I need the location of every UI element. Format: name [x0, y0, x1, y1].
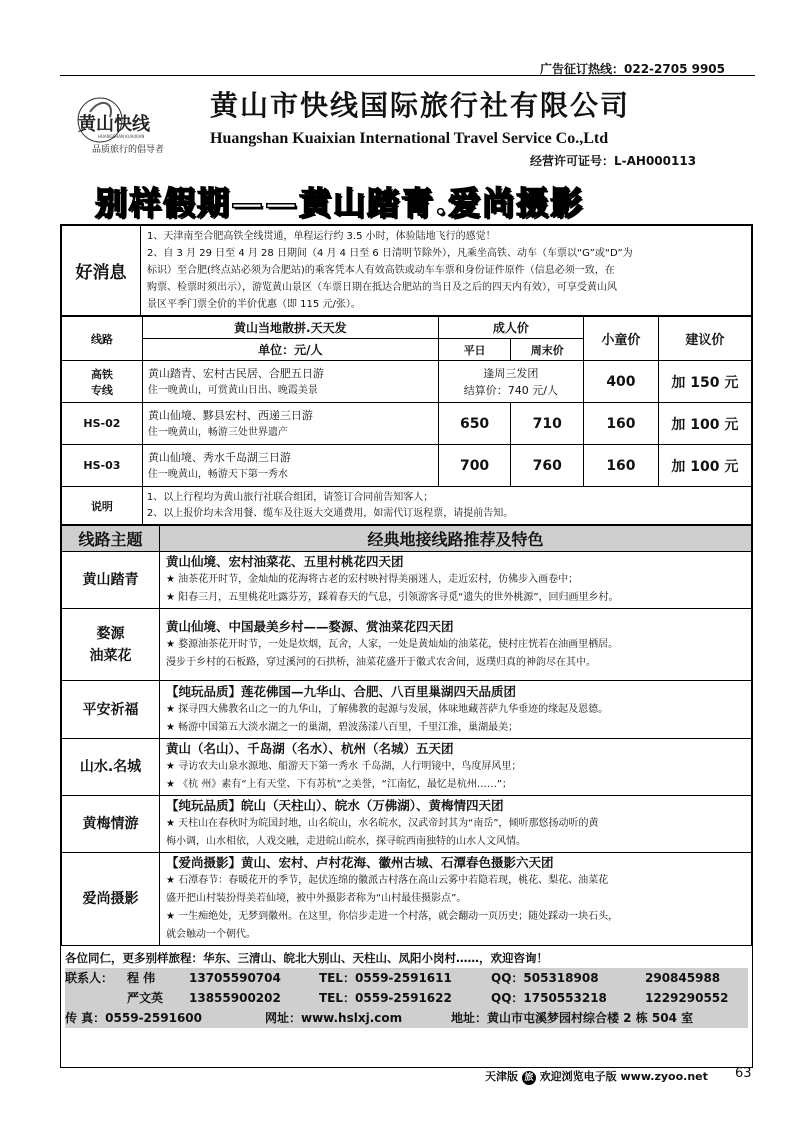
col-child: 小童价: [584, 317, 659, 361]
more-routes: 各位同仁，更多别样旅程：华东、三清山、皖北大别山、天柱山、凤阳小岗村……，欢迎咨询！: [65, 951, 548, 965]
theme-desc: 【纯玩品质】皖山（天柱山）、皖水（万佛湖）、黄梅情四天团 ★ 天柱山在春秋时为皖国封地，山名皖山，水名皖水，汉武帝封其为“南岳”，倾听那悠扬动听的黄 梅小调，山水相依，人戏交融，走进皖山皖水，探寻皖西南独特的山水人文风情。: [160, 796, 752, 853]
suggest-price: 加 150 元: [658, 361, 751, 403]
route-adult-price: 逢周三发团 结算价：740 元/人: [438, 361, 583, 403]
route-code: HS-02: [62, 403, 143, 445]
contact-name: 严文英: [127, 991, 164, 1005]
headline: 别样假期——黄山踏青.爱尚摄影: [95, 184, 585, 222]
contact-row-2: [65, 988, 748, 1008]
contact-qq: QQ：1750553218: [491, 991, 607, 1005]
content-frame: [60, 224, 753, 1068]
news-body: [141, 226, 752, 316]
theme-name: 平安祈福: [62, 681, 160, 739]
news-line: 购票、检票时须出示），游览黄山景区（车票日期在抵达合肥站的当日及之后的四天内有效），可享受黄山风: [147, 282, 617, 293]
contact-row-1: 联系人： 程 伟 13705590704 TEL：0559-2591611 QQ：505318908 290845988: [65, 968, 748, 988]
edition-line: 天津版 旅 欢迎浏览电子版 www.zyoo.net: [485, 1070, 708, 1083]
theme-row: [62, 739, 752, 796]
website[interactable]: 网址：www.hslxj.com: [265, 1011, 403, 1025]
theme-desc: 黄山（名山）、千岛湖（名水）、杭州（名城）五天团 ★ 寻访农夫山泉水源地、船游天下第一秀水 千岛湖，人行明镜中，鸟度屏风里； ★ 《杭 州》素有“上有天堂、下有苏杭”之美誉，“江南忆，最忆是杭州……”；: [160, 739, 752, 796]
weekday-price: 700: [438, 445, 511, 487]
address: 地址：黄山市屯溪梦园村综合楼 2 栋 504 室: [451, 1011, 694, 1025]
theme-desc: 【纯玩品质】莲花佛国—九华山、合肥、八百里巢湖四天品质团 ★ 探寻四大佛教名山之一的九华山，了解佛教的起源与发展，体味地藏菩萨九华垂迹的缘起及恩德。 ★ 畅游中国第五大淡水湖之一的巢湖，碧波荡漾八百里，千里江淮，巢湖最美；: [160, 681, 752, 739]
suggest-price: 加 100 元: [658, 445, 751, 487]
contact-phone: 13705590704: [189, 971, 281, 985]
news-line: 2、自 3 月 29 日至 4 月 28 日期间（4 月 4 日至 6 日清明节除外），凡乘坐高铁、动车（车票以“G”或“D”为: [147, 248, 633, 259]
route-desc: 黄山踏青、宏村古民居、合肥五日游 住一晚黄山，可赏黄山日出、晚霞美景: [142, 361, 438, 403]
logo-text: 黄山快线: [78, 114, 150, 135]
col-theme: 线路主题: [62, 526, 160, 552]
notes-label: 说明: [62, 487, 143, 525]
news-table: [61, 225, 752, 316]
table-row: [62, 361, 752, 403]
contact-tel: TEL：0559-2591611: [319, 971, 452, 985]
theme-name: 黄梅情游: [62, 796, 160, 853]
contact-phone: 13855900202: [189, 991, 281, 1005]
theme-row: [62, 796, 752, 853]
child-price: 400: [584, 361, 659, 403]
contact-row-3: [65, 1008, 748, 1028]
weekend-price: 760: [511, 445, 584, 487]
weekday-price: 650: [438, 403, 511, 445]
company-name-en: Huangshan Kuaixian International Travel Service Co.,Ltd: [210, 130, 609, 147]
notes: 1、以上行程均为黄山旅行社联合组团，请签订合同前告知客人； 2、以上报价均未含用餐、缆车及往返大交通费用，如需代订返程票，请提前告知。: [142, 487, 751, 525]
company-logo: [70, 92, 200, 160]
theme-name: 婺源 油菜花: [62, 609, 160, 681]
top-divider: [60, 75, 755, 76]
price-table: [61, 316, 752, 525]
child-price: 160: [584, 403, 659, 445]
theme-row: [62, 853, 752, 946]
table-row: [62, 445, 752, 487]
col-weekend: 周末价: [511, 339, 584, 361]
route-desc: 黄山仙境、黟县宏村、西递三日游 住一晚黄山，畅游三处世界遗产: [142, 403, 438, 445]
contact-tel: TEL：0559-2591622: [319, 991, 452, 1005]
contact-name: 程 伟: [127, 971, 156, 985]
col-group: 黄山当地散拼.天天发: [142, 317, 438, 339]
logo-sub-en: HUANGSHAN KUAIXIAN: [98, 134, 145, 139]
news-line: 1、天津南至合肥高铁全线贯通，单程运行约 3.5 小时，体验陆地飞行的感觉！: [147, 231, 496, 242]
news-label: 好消息: [62, 226, 141, 316]
theme-name: 爱尚摄影: [62, 853, 160, 946]
themes-table: [61, 525, 752, 946]
route-code: HS-03: [62, 445, 143, 487]
license-number: 经营许可证号：L-AH000113: [530, 154, 697, 168]
notes-row: [62, 487, 752, 525]
route-code: 高铁 专线: [62, 361, 143, 403]
theme-row: [62, 609, 752, 681]
theme-row: [62, 681, 752, 739]
col-weekday: 平日: [438, 339, 511, 361]
route-desc: 黄山仙境、秀水千岛湖三日游 住一晚黄山，畅游天下第一秀水: [142, 445, 438, 487]
contact-qq: QQ：505318908: [491, 971, 599, 985]
ad-hotline: 广告征订热线：022-2705 9905: [540, 62, 726, 76]
logo-slogan: 品质旅行的倡导者: [92, 145, 165, 155]
travel-badge-icon: 旅: [522, 1071, 536, 1085]
news-line: 标识）至合肥(终点站必须为合肥站)的乘客凭本人有效高铁或动车车票和身份证件原件（信息必须一致，在: [147, 265, 615, 276]
col-unit: 单位：元/人: [142, 339, 438, 361]
theme-name: 黄山踏青: [62, 552, 160, 609]
theme-desc: 黄山仙境、宏村油菜花、五里村桃花四天团 ★ 油茶花开时节，金灿灿的花海将古老的宏村映衬得美丽迷人，走近宏村，仿佛步入画卷中； ★ 阳春三月，五里桃花吐露芬芳，踩着春天的气息，引领游客寻觅“遗失的世外桃源”，回归画里乡村。: [160, 552, 752, 609]
footer-block: [61, 946, 752, 1030]
child-price: 160: [584, 445, 659, 487]
page-number: 63: [735, 1066, 752, 1081]
theme-desc: 【爱尚摄影】黄山、宏村、卢村花海、徽州古城、石潭春色摄影六天团 ★ 石潭春节：春暖花开的季节，起伏连绵的徽派古村落在高山云雾中若隐若现，桃花、梨花、油菜花 盛开把山村装扮得美若仙境，被中外摄影者称为“山村最佳摄影点”。 ★ 一生痴绝处，无梦到徽州。在这里，你信步走进一个村落，就会翻动一页历史；随处踩动一块石头， 就会触动一个朝代。: [160, 853, 752, 946]
contact-qq2: 1229290552: [645, 991, 729, 1005]
theme-name: 山水.名城: [62, 739, 160, 796]
col-route: 线路: [62, 317, 143, 361]
contact-qq2: 290845988: [645, 971, 721, 985]
news-line: 景区平季门票全价的半价优惠（即 115 元/张）。: [147, 299, 361, 310]
theme-row: [62, 552, 752, 609]
col-adult: 成人价: [438, 317, 583, 339]
weekend-price: 710: [511, 403, 584, 445]
company-name-cn: 黄山市快线国际旅行社有限公司: [210, 89, 631, 122]
suggest-price: 加 100 元: [658, 403, 751, 445]
col-suggest: 建议价: [658, 317, 751, 361]
fax: 传 真：0559-2591600: [65, 1011, 203, 1025]
table-row: [62, 403, 752, 445]
theme-desc: 黄山仙境、中国最美乡村——婺源、赏油菜花四天团 ★ 婺源油茶花开时节，一处是炊烟，瓦舍，人家，一处是黄灿灿的油菜花，使村庄恍若在油画里栖居。 漫步于乡村的石板路，穿过溪河的石拱桥，油菜花盛开于徽式农舍间，返璞归真的神韵尽在其中。: [160, 609, 752, 681]
col-feature: 经典地接线路推荐及特色: [160, 526, 752, 552]
